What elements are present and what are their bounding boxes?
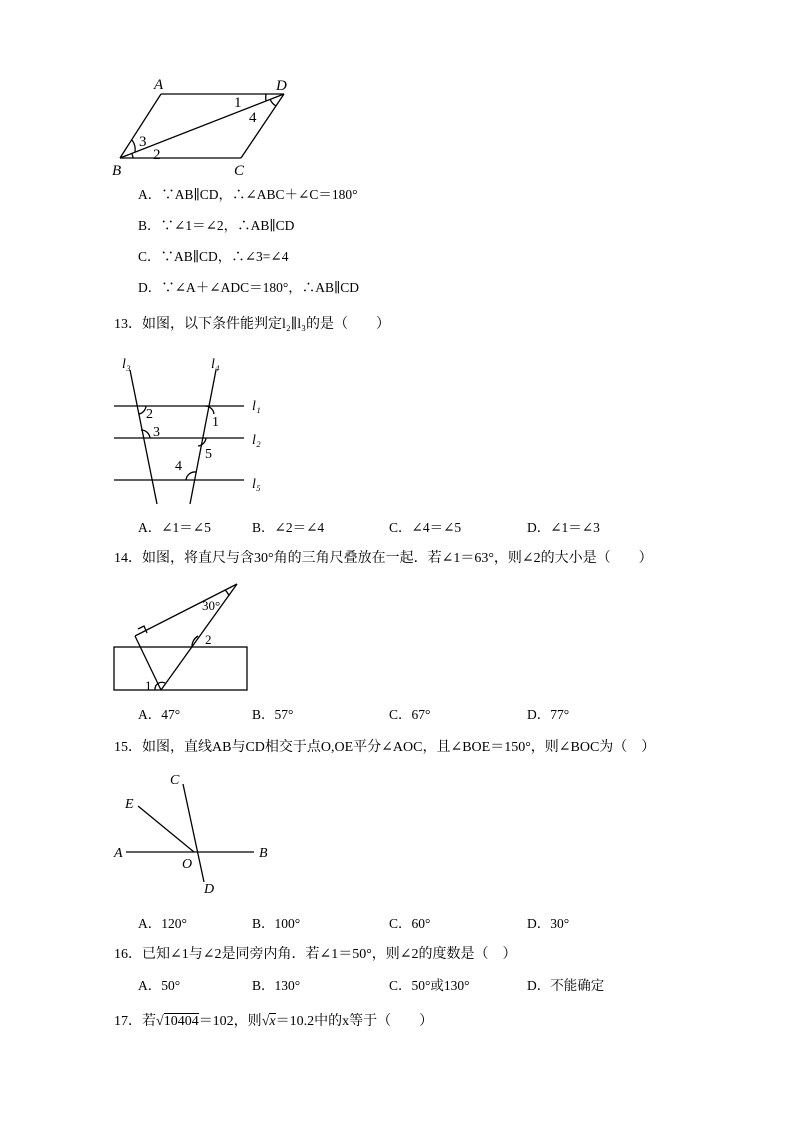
q12-parallelogram-figure [108,74,298,180]
label-a: A [114,846,123,861]
label-angle-3: 3 [153,425,160,440]
label-angle-4: 4 [175,459,182,474]
q15-intersecting-lines-figure [108,766,278,900]
label-l1: l₁ [252,399,261,414]
q17-stem-post: ＝10.2中的x等于（ ） [275,1014,434,1029]
q15-stem: 15．如图，直线AB与CD相交于点O,OE平分∠AOC，且∠BOE＝150°，则∠BOC为（ ） [114,740,656,755]
q16-option-d[interactable]: D．不能确定 [527,978,605,993]
q14-option-a[interactable]: A．47° [138,707,181,722]
radicand-2: x [269,1014,276,1029]
q16-option-c[interactable]: C．50°或130° [389,978,470,993]
q13-option-d[interactable]: D．∠1＝∠3 [527,520,600,535]
q14-stem: 14．如图，将直尺与含30°角的三角尺叠放在一起．若∠1＝63°，则∠2的大小是（ ） [114,551,653,566]
q12-option-b[interactable]: B．∵∠1＝∠2，∴AB∥CD [138,218,295,233]
q15-option-d[interactable]: D．30° [527,916,570,931]
label-angle-1: 1 [145,678,152,693]
q14-option-b[interactable]: B．57° [252,707,294,722]
line-l4 [190,370,216,504]
triangle-side-hyp [161,584,237,690]
q16-stem: 16．已知∠1与∠2是同旁内角．若∠1＝50°，则∠2的度数是（ ） [114,947,517,962]
q13-lines-figure [108,352,278,512]
arc-angle-2 [139,406,146,414]
label-d: D [204,882,215,897]
label-l4: l₄ [211,357,220,372]
q13-option-a[interactable]: A．∠1＝∠5 [138,520,211,535]
q14-option-c[interactable]: C．67° [389,707,431,722]
q16-option-a[interactable]: A．50° [138,978,181,993]
label-angle-2: 2 [205,632,212,647]
q12-option-a[interactable]: A．∵AB∥CD，∴∠ABC＋∠C＝180° [138,187,358,202]
arc-angle-4 [270,99,276,106]
label-c: C [234,163,245,179]
label-o: O [182,857,193,872]
label-angle-3: 3 [139,134,147,150]
radicand-1: 10404 [163,1014,199,1029]
q15-option-b[interactable]: B．100° [252,916,301,931]
sqrt-symbol: √ [261,1014,270,1029]
q12-option-c[interactable]: C．∵AB∥CD，∴∠3=∠4 [138,249,289,264]
label-angle-2: 2 [153,147,161,163]
label-angle-4: 4 [249,110,257,126]
arc-angle-30 [225,590,229,596]
q17-stem-pre: 17．若 [114,1014,156,1029]
arc-angle-3 [132,140,135,152]
label-c: C [170,773,180,788]
label-angle-30: 30° [202,598,221,613]
label-angle-2: 2 [146,407,153,422]
label-angle-1: 1 [212,415,219,430]
triangle-side-top [135,584,237,636]
side-dc [241,94,284,158]
q12-option-d[interactable]: D．∵∠A＋∠ADC＝180°，∴AB∥CD [138,280,360,295]
q17-stem-mid: ＝102，则 [198,1014,262,1029]
label-l2: l₂ [252,433,261,448]
sqrt-symbol: √ [156,1014,164,1029]
q15-option-a[interactable]: A．120° [138,916,187,931]
ray-oe [138,806,194,852]
q17-stem [114,1013,433,1031]
q13-stem: 13．如图，以下条件能判定l₂∥l₃的是（ ） [114,317,391,332]
label-b: B [259,846,268,861]
q14-ruler-triangle-figure [108,578,258,696]
q13-option-b[interactable]: B．∠2＝∠4 [252,520,325,535]
q14-option-d[interactable]: D．77° [527,707,570,722]
label-angle-5: 5 [205,447,212,462]
arc-angle-1 [205,406,214,414]
label-d: D [276,78,287,94]
ruler [114,647,247,690]
label-l5: l₅ [252,477,261,492]
q15-option-c[interactable]: C．60° [389,916,431,931]
label-e: E [125,797,134,812]
q16-option-b[interactable]: B．130° [252,978,301,993]
label-b: B [112,163,122,179]
label-l3: l₃ [122,357,131,372]
label-a: A [154,77,164,93]
label-angle-1: 1 [234,95,242,111]
q13-option-c[interactable]: C．∠4＝∠5 [389,520,462,535]
